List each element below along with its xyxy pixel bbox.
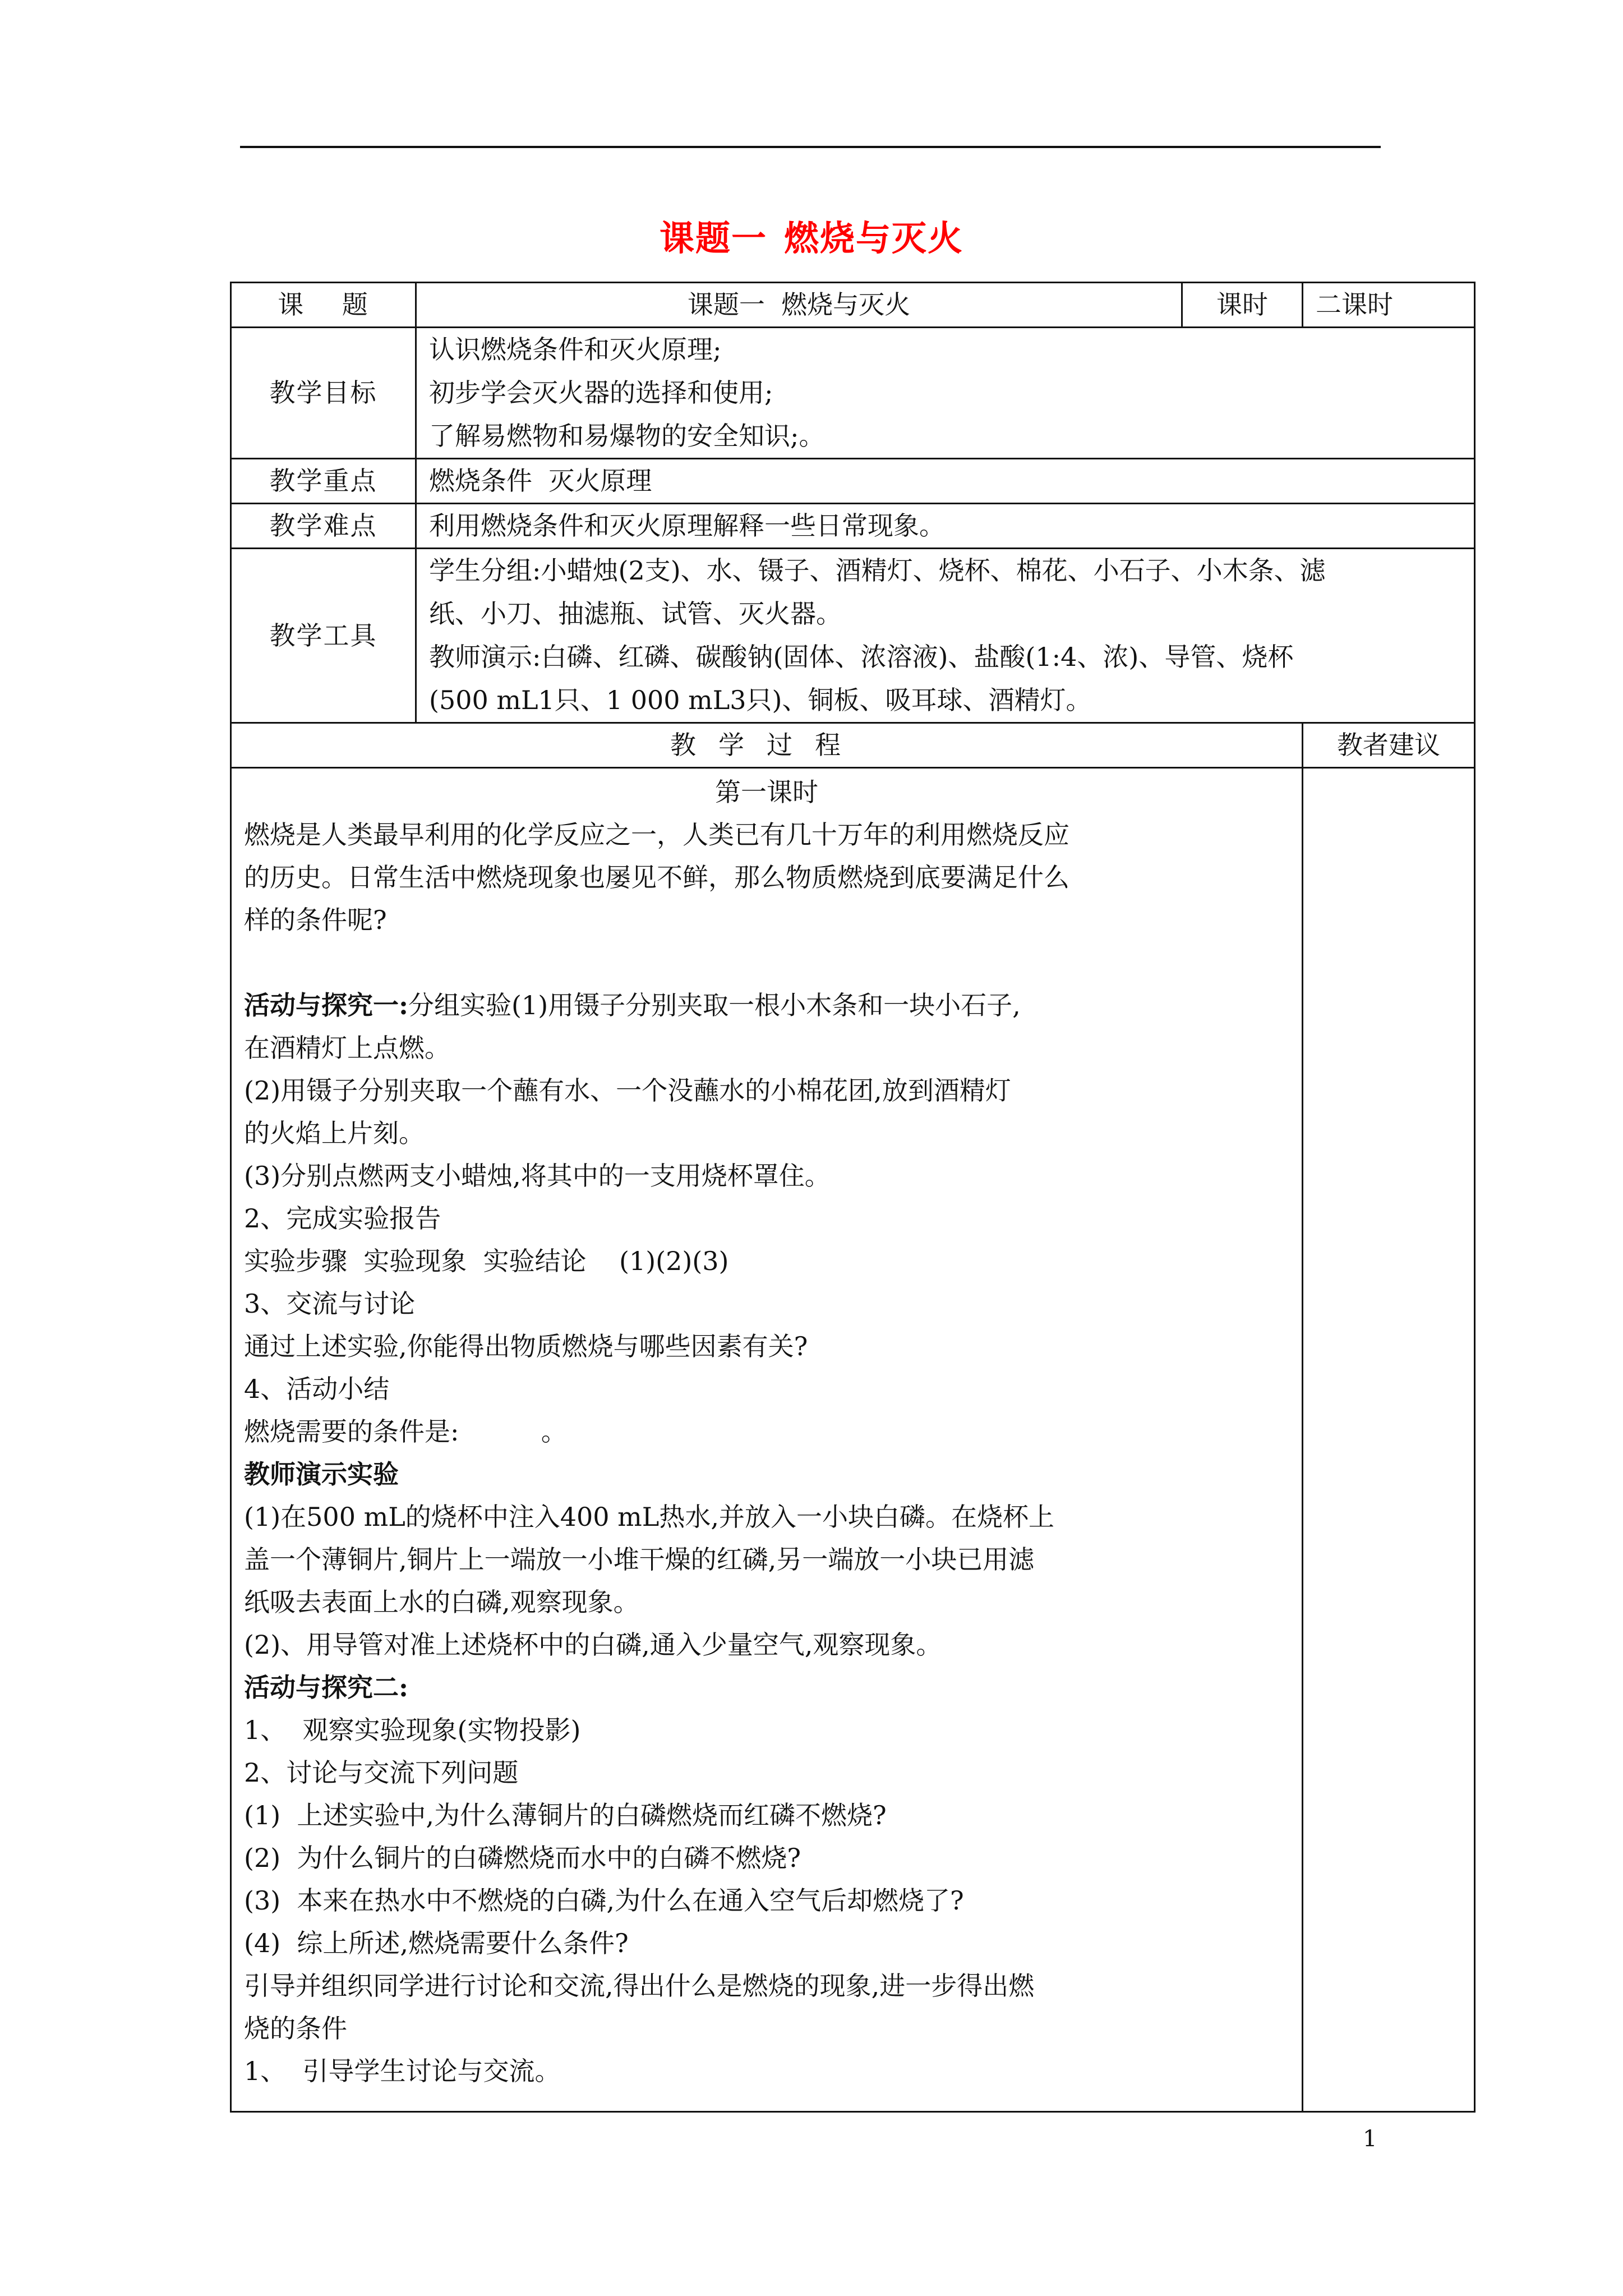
tools-content <box>416 549 1475 723</box>
hours-value: 二课时 <box>1303 283 1475 328</box>
process-line: (1)在500 mL的烧杯中注入400 mL热水,并放入一小块白磷。在烧杯上 <box>244 1502 1054 1532</box>
activity-one-line <box>244 984 1289 1027</box>
difficult-content: 利用燃烧条件和灭火原理解释一些日常现象。 <box>416 504 1475 549</box>
process-line: 在酒精灯上点燃。 <box>244 1033 450 1063</box>
process-line: (3) 本来在热水中不燃烧的白磷,为什么在通入空气后却燃烧了? <box>244 1885 964 1916</box>
topic-value <box>416 283 1182 328</box>
tools-label: 教学工具 <box>231 549 416 723</box>
advice-header: 教者建议 <box>1303 723 1475 768</box>
process-line: 燃烧需要的条件是: 。 <box>244 1416 567 1447</box>
process-line: (4) 综上所述,燃烧需要什么条件? <box>244 1928 629 1958</box>
process-line: 的历史。日常生活中燃烧现象也屡见不鲜，那么物质燃烧到底要满足什么 <box>244 862 1069 892</box>
process-content <box>231 768 1303 2112</box>
row-key-points <box>231 459 1475 504</box>
advice-content <box>1303 768 1475 2112</box>
process-line: 纸吸去表面上水的白磷,观察现象。 <box>244 1587 639 1617</box>
topic-label-text: 课 题 <box>278 289 369 320</box>
process-line: 2、完成实验报告 <box>244 1203 441 1234</box>
goals-content <box>416 328 1475 459</box>
process-line: 引导并组织同学进行讨论和交流,得出什么是燃烧的现象,进一步得出燃 <box>244 1971 1035 2001</box>
process-line: 1、 引导学生讨论与交流。 <box>244 2056 561 2086</box>
process-line: 2、讨论与交流下列问题 <box>244 1757 519 1788</box>
goal-line-2: 初步学会灭火器的选择和使用; <box>429 378 773 408</box>
teacher-demo-heading: 教师演示实验 <box>244 1459 399 1489</box>
tools-line-2: 纸、小刀、抽滤瓶、试管、灭火器。 <box>429 599 842 629</box>
hours-label: 课时 <box>1182 283 1303 328</box>
process-line: 3、交流与讨论 <box>244 1289 416 1319</box>
lesson-plan-table <box>230 282 1476 2113</box>
process-line: 1、 观察实验现象(实物投影) <box>244 1715 581 1745</box>
row-difficult-points <box>231 504 1475 549</box>
process-line: (2)用镊子分别夹取一个蘸有水、一个没蘸水的小棉花团,放到酒精灯 <box>244 1075 1011 1106</box>
goal-line-1: 认识燃烧条件和灭火原理; <box>429 334 722 365</box>
lesson-heading: 第一课时 <box>715 777 818 807</box>
process-line: (2)、用导管对准上述烧杯中的白磷,通入少量空气,观察现象。 <box>244 1630 942 1660</box>
key-content-text: 燃烧条件 灭火原理 <box>429 466 652 496</box>
process-line: 实验步骤 实验现象 实验结论 (1)(2)(3) <box>244 1246 729 1276</box>
process-line: (1) 上述实验中,为什么薄铜片的白磷燃烧而红磷不燃烧? <box>244 1800 887 1830</box>
activity-one-heading: 活动与探究一: <box>244 990 408 1020</box>
goals-label: 教学目标 <box>231 328 416 459</box>
difficult-label: 教学难点 <box>231 504 416 549</box>
process-line: 4、活动小结 <box>244 1374 390 1404</box>
key-content <box>416 459 1475 504</box>
process-line: 烧的条件 <box>244 2013 347 2044</box>
title-part2: 燃烧与灭火 <box>784 218 964 259</box>
title-part1: 课题一 <box>659 218 767 259</box>
tools-line-4: (500 mL1只、1 000 mL3只)、铜板、吸耳球、酒精灯。 <box>429 685 1092 715</box>
process-line: (3)分别点燃两支小蜡烛,将其中的一支用烧杯罩住。 <box>244 1161 831 1191</box>
process-line: 样的条件呢? <box>244 905 387 935</box>
process-line: (2) 为什么铜片的白磷燃烧而水中的白磷不燃烧? <box>244 1843 801 1873</box>
key-label: 教学重点 <box>231 459 416 504</box>
process-line: 的火焰上片刻。 <box>244 1118 425 1148</box>
activity-one-text: 分组实验(1)用镊子分别夹取一根小木条和一块小石子, <box>408 990 1021 1020</box>
activity-two-heading: 活动与探究二: <box>244 1672 408 1703</box>
blank-line <box>244 941 1289 984</box>
process-header <box>231 723 1303 768</box>
tools-line-3: 教师演示:白磷、红磷、碳酸钠(固体、浓溶液)、盐酸(1:4、浓)、导管、烧杯 <box>429 642 1294 672</box>
row-topic <box>231 283 1475 328</box>
process-header-text: 教学过程 <box>670 730 863 760</box>
document-title <box>0 210 1623 260</box>
header-rule <box>240 146 1381 148</box>
row-goals <box>231 328 1475 459</box>
page-number: 1 <box>1363 2126 1377 2152</box>
row-tools <box>231 549 1475 723</box>
goal-line-3: 了解易燃物和易爆物的安全知识;。 <box>429 421 825 451</box>
row-process-body <box>231 768 1475 2112</box>
topic-label <box>231 283 416 328</box>
tools-line-1: 学生分组:小蜡烛(2支)、水、镊子、酒精灯、烧杯、棉花、小石子、小木条、滤 <box>429 555 1326 586</box>
process-line: 燃烧是人类最早利用的化学反应之一，人类已有几十万年的利用燃烧反应 <box>244 820 1069 850</box>
row-process-header <box>231 723 1475 768</box>
process-line: 通过上述实验,你能得出物质燃烧与哪些因素有关? <box>244 1331 808 1361</box>
topic-value-text: 课题一 燃烧与灭火 <box>687 289 911 320</box>
process-line: 盖一个薄铜片,铜片上一端放一小堆干燥的红磷,另一端放一小块已用滤 <box>244 1544 1035 1575</box>
